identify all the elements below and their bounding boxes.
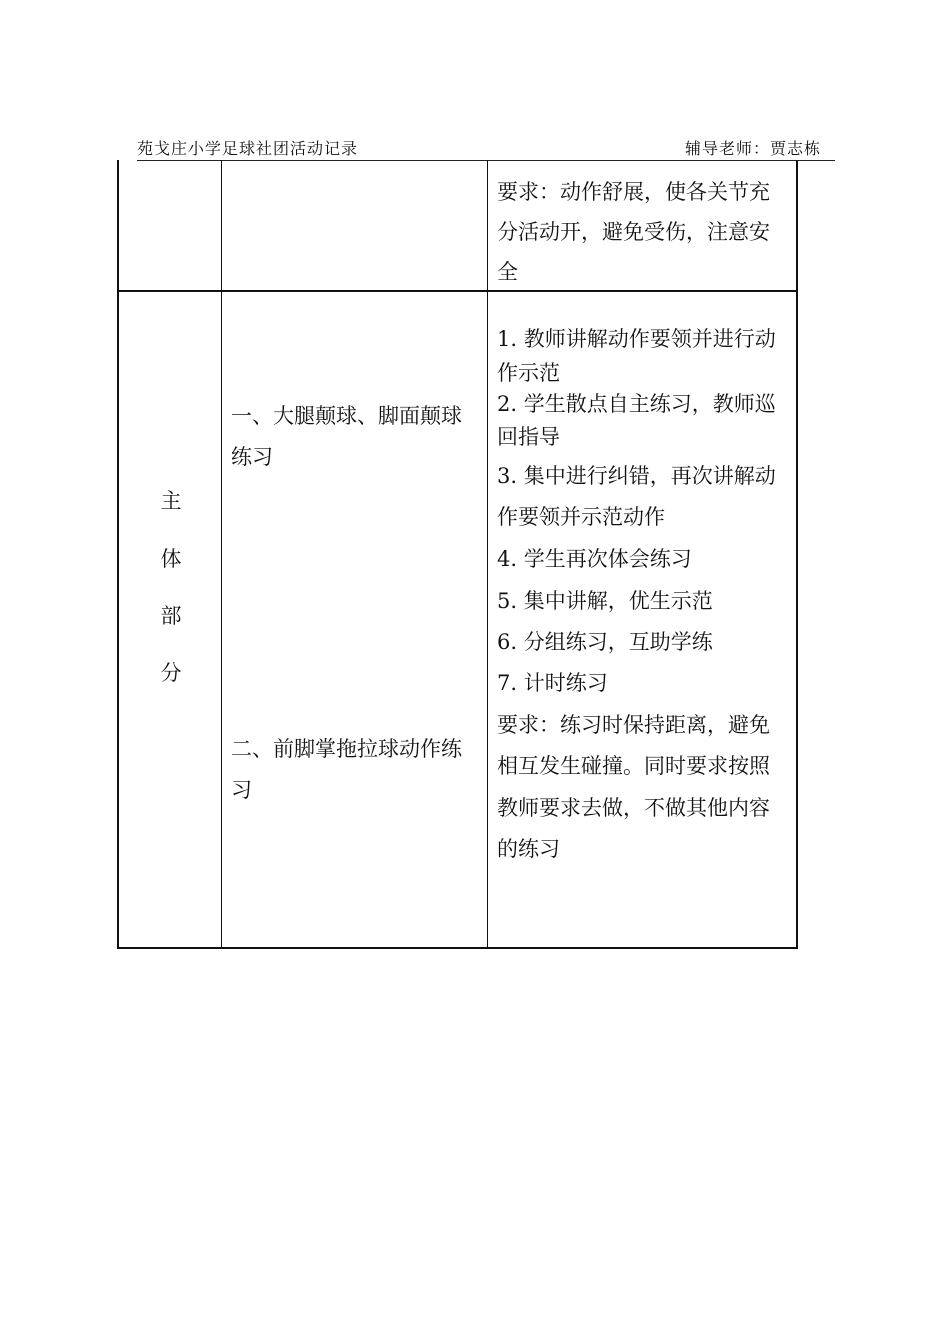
section-char-3: 部 (160, 604, 182, 628)
page-header (137, 134, 835, 161)
step-line: 要求：练习时保持距离，避免 (497, 713, 770, 737)
step-line: 5. 集中讲解，优生示范 (497, 589, 713, 613)
step-line: 教师要求去做，不做其他内容 (497, 796, 770, 820)
activity-table (117, 160, 798, 949)
section-char-1: 主 (160, 489, 182, 513)
step-line: 相互发生碰撞。同时要求按照 (497, 754, 770, 778)
step-line: 回指导 (497, 425, 560, 449)
row1-line-1: 要求：动作舒展，使各关节充 (497, 180, 770, 204)
step-line: 2. 学生散点自主练习，教师巡 (497, 392, 776, 416)
row-divider (119, 290, 796, 292)
step-line: 1. 教师讲解动作要领并进行动 (497, 327, 776, 351)
item1-line-1: 一、大腿颠球、脚面颠球 (231, 404, 462, 428)
column-divider-1 (221, 160, 222, 947)
step-line: 7. 计时练习 (497, 671, 608, 695)
step-line: 3. 集中进行纠错，再次讲解动 (497, 464, 776, 488)
step-line: 作要领并示范动作 (497, 505, 665, 529)
step-line: 作示范 (497, 361, 560, 385)
item2-line-2: 习 (231, 778, 252, 802)
item1-line-2: 练习 (231, 445, 273, 469)
item2-line-1: 二、前脚掌拖拉球动作练 (231, 737, 462, 761)
step-line: 4. 学生再次体会练习 (497, 547, 692, 571)
step-line: 的练习 (497, 837, 560, 861)
section-char-4: 分 (160, 661, 182, 685)
row1-line-3: 全 (497, 260, 518, 284)
column-divider-2 (487, 160, 488, 947)
coach-name: 辅导老师：贾志栋 (684, 139, 821, 158)
section-char-2: 体 (160, 547, 182, 571)
record-title: 苑戈庄小学足球社团活动记录 (137, 139, 359, 158)
row1-line-2: 分活动开，避免受伤，注意安 (497, 220, 770, 244)
step-line: 6. 分组练习，互助学练 (497, 630, 713, 654)
